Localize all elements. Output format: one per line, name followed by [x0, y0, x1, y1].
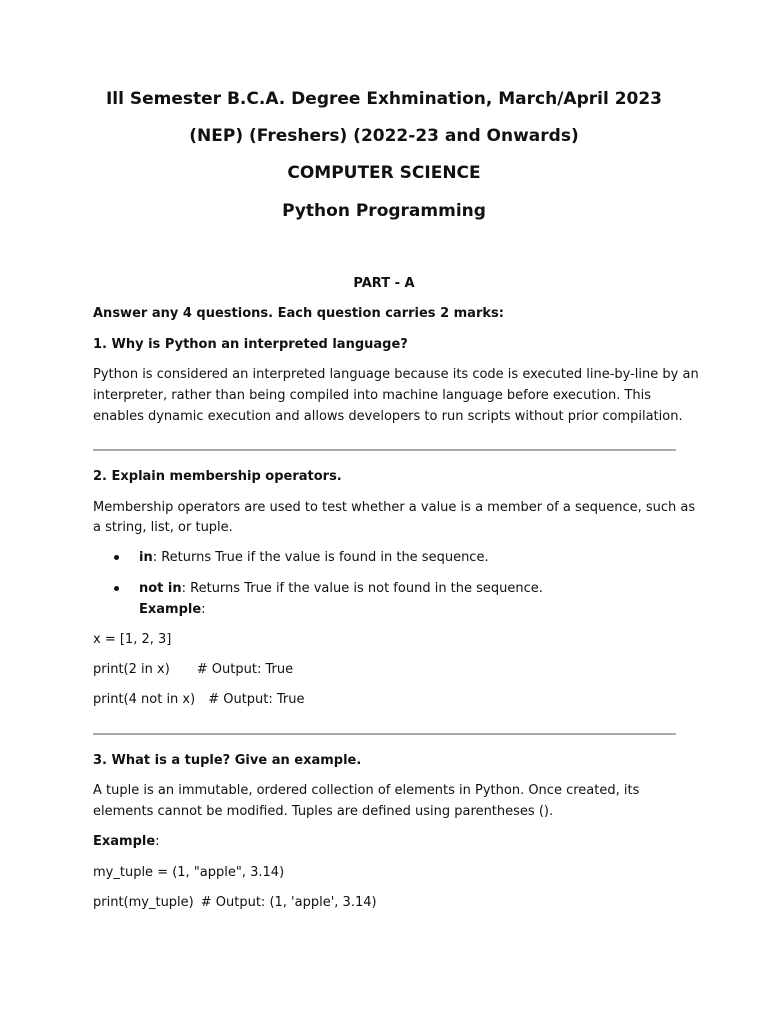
part-instructions: Answer any 4 questions. Each question carries 2 marks:	[93, 306, 504, 321]
q2-question: 2. Explain membership operators.	[93, 469, 342, 484]
q2-example-label: Example:	[139, 602, 206, 617]
bullet-term: not in	[139, 581, 182, 596]
q3-example-label: Example:	[93, 834, 160, 849]
bullet-icon	[114, 586, 119, 591]
bullet-term: in	[139, 550, 153, 565]
bullet-desc: : Returns True if the value is found in the sequence.	[152, 550, 489, 565]
q2-bullet-not-in	[139, 578, 679, 599]
q3-code-line: print(my_tuple) # Output: (1, 'apple', 3.14)	[93, 895, 377, 910]
bullet-desc: : Returns True if the value is not found in the sequence.	[181, 581, 543, 596]
q2-code-line: print(2 in x) # Output: True	[93, 662, 294, 677]
q2-code-line: x = [1, 2, 3]	[93, 632, 172, 647]
q2-bullet-in	[139, 547, 679, 568]
q2-answer-line: a string, list, or tuple.	[93, 520, 233, 535]
q1-answer-line: interpreter, rather than being compiled into machine language before execution. This	[93, 388, 652, 403]
q1-answer-line: Python is considered an interpreted language because its code is executed line-by-line by an	[93, 367, 699, 382]
q2-code-line: print(4 not in x) # Output: True	[93, 692, 305, 707]
q3-question: 3. What is a tuple? Give an example.	[93, 753, 362, 768]
exam-paper: Python Programming	[282, 201, 486, 221]
q3-answer-line: A tuple is an immutable, ordered collection of elements in Python. Once created, its	[93, 783, 640, 798]
q2-answer-line: Membership operators are used to test whether a value is a member of a sequence, such as	[93, 500, 696, 515]
part-heading: PART - A	[353, 276, 415, 291]
exam-title: Ill Semester B.C.A. Degree Exhmination, March/April 2023	[105, 89, 663, 109]
q3-code-line: my_tuple = (1, "apple", 3.14)	[93, 865, 285, 880]
q1-question: 1. Why is Python an interpreted language?	[93, 337, 408, 352]
section-divider	[93, 733, 676, 735]
bullet-icon	[114, 555, 119, 560]
q3-answer-line: elements cannot be modified. Tuples are defined using parentheses ().	[93, 804, 554, 819]
q1-answer-line: enables dynamic execution and allows developers to run scripts without prior compilation.	[93, 409, 683, 424]
exam-subject: COMPUTER SCIENCE	[287, 163, 481, 183]
section-divider	[93, 449, 676, 451]
exam-scheme: (NEP) (Freshers) (2022-23 and Onwards)	[189, 126, 579, 146]
